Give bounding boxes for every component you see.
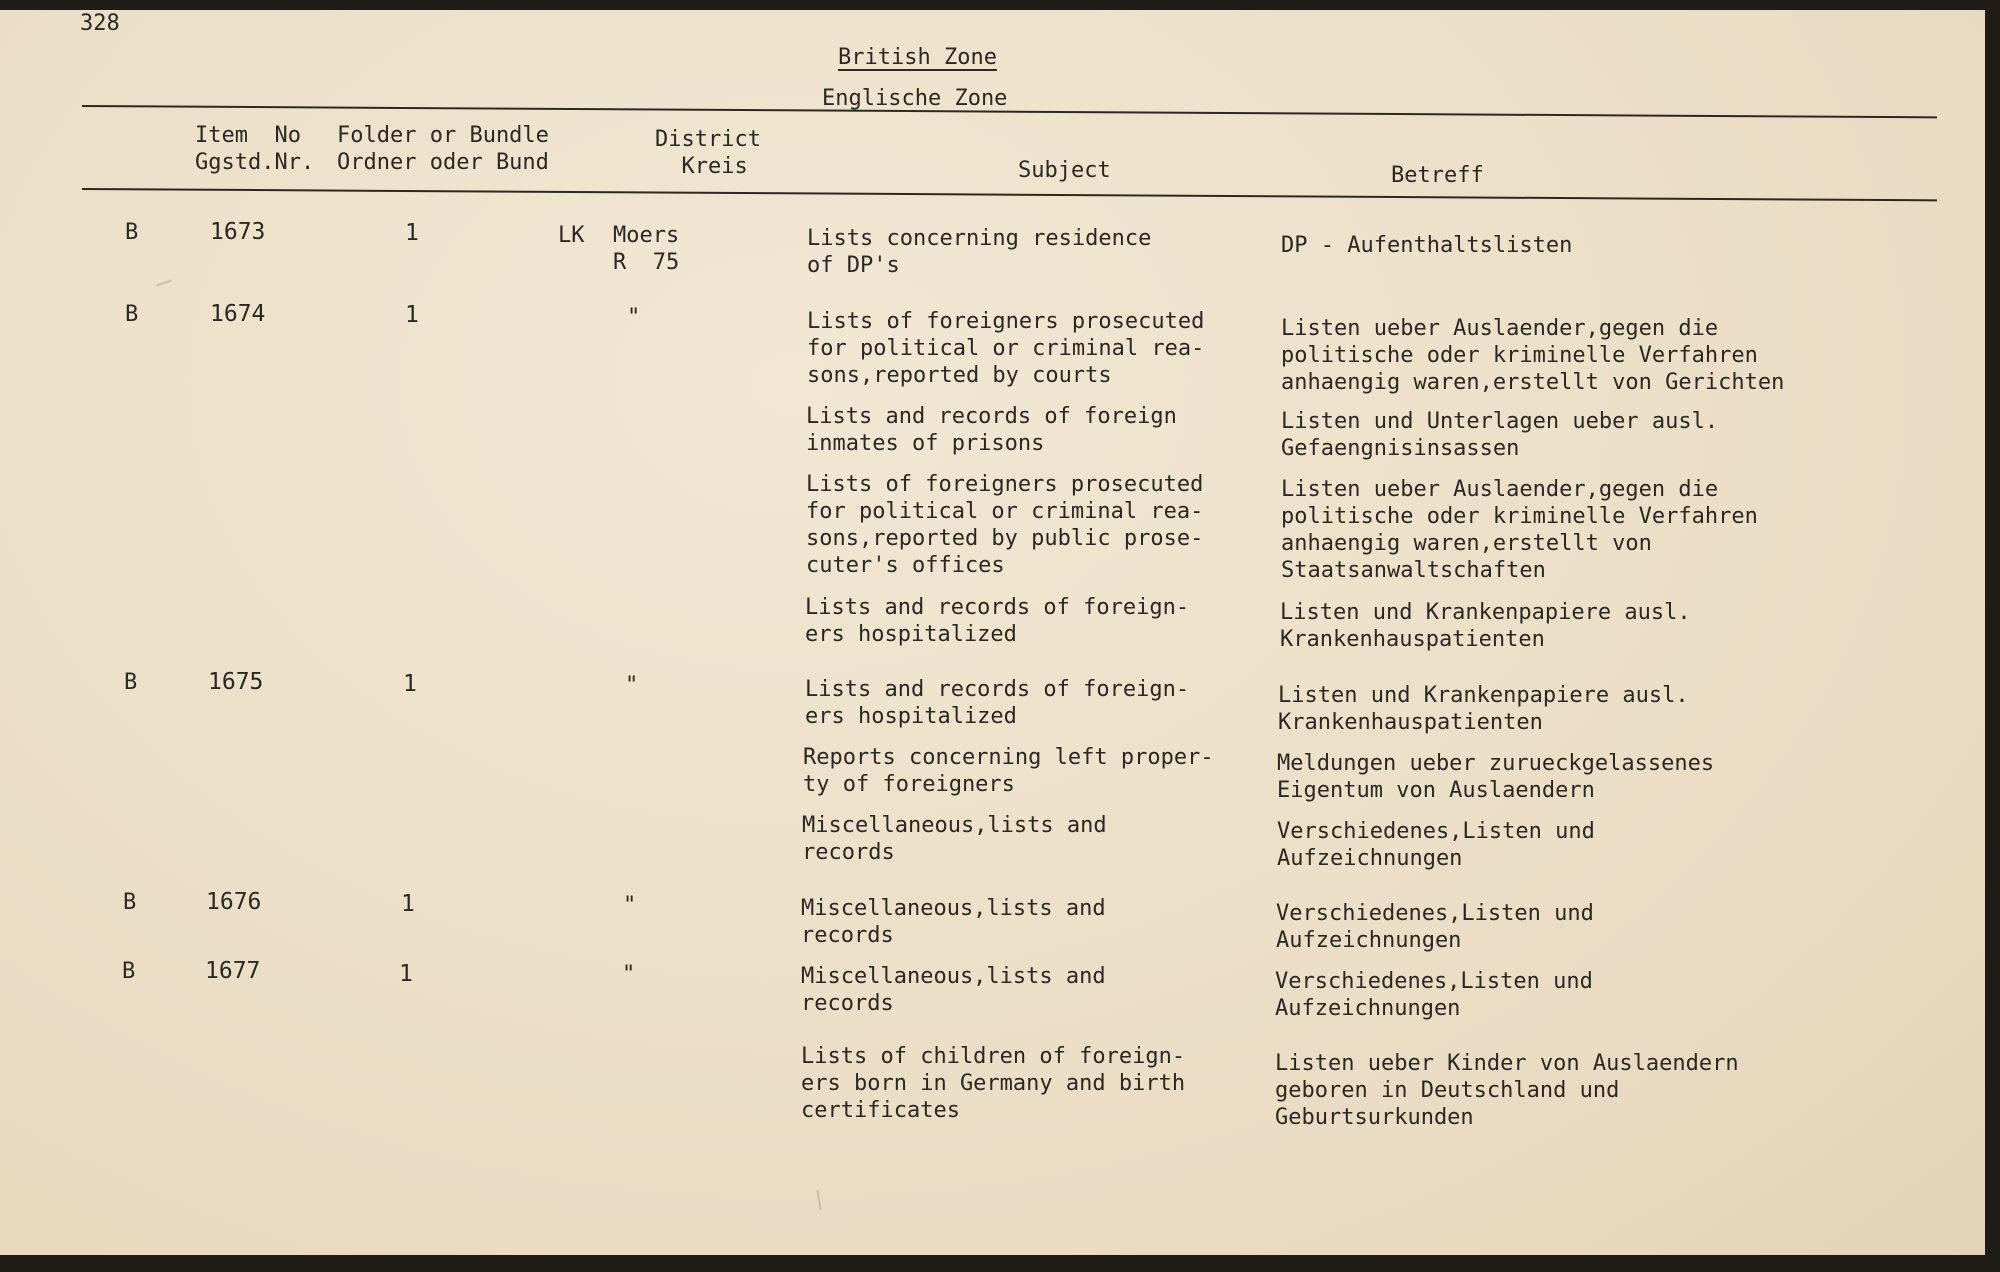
entry-subject: Lists and records of foreign- ers hospitalized xyxy=(805,677,1190,729)
entry-subject: Lists of foreigners prosecuted for political or criminal rea- sons,reported by courts xyxy=(807,309,1205,388)
entry-subject: Reports concerning left proper- ty of foreigners xyxy=(803,745,1214,797)
row-folder: 1 xyxy=(401,891,415,917)
zone-title: British Zone xyxy=(838,45,997,70)
row-district-ditto: " xyxy=(623,893,637,918)
row-letter: B xyxy=(123,890,137,915)
entry-betreff: Listen und Krankenpapiere ausl. Krankenhauspatienten xyxy=(1278,683,1689,735)
row-letter: B xyxy=(125,220,139,245)
entry-subject: Lists and records of foreign inmates of prisons xyxy=(806,404,1177,456)
header-top-rule xyxy=(82,105,1937,118)
row-folder: 1 xyxy=(405,220,419,246)
entry-subject: Lists concerning residence of DP's xyxy=(807,226,1152,278)
page-number: 328 xyxy=(80,11,120,36)
row-item-no: 1677 xyxy=(205,958,261,984)
entry-betreff: Verschiedenes,Listen und Aufzeichnungen xyxy=(1277,819,1595,871)
entry-betreff: Listen ueber Kinder von Auslaendern geboren in Deutschland und Geburtsurkunden xyxy=(1275,1051,1739,1130)
row-letter: B xyxy=(125,302,139,327)
row-district: Moers R 75 xyxy=(613,223,680,275)
row-item-no: 1676 xyxy=(206,889,262,915)
document-page xyxy=(0,10,1985,1255)
row-district-ditto: " xyxy=(627,305,641,330)
entry-subject: Miscellaneous,lists and records xyxy=(801,964,1106,1016)
row-item-no: 1673 xyxy=(210,219,266,245)
entry-betreff: Listen ueber Auslaender,gegen die politische oder kriminelle Verfahren anhaengig waren,erstellt von Gerichten xyxy=(1281,316,1785,395)
zone-subtitle: Englische Zone xyxy=(822,86,1008,111)
entry-betreff: Verschiedenes,Listen und Aufzeichnungen xyxy=(1276,901,1594,953)
entry-subject: Miscellaneous,lists and records xyxy=(801,896,1106,948)
header-district: District Kreis xyxy=(655,127,761,179)
row-item-no: 1675 xyxy=(208,669,264,695)
header-bottom-rule xyxy=(82,188,1937,201)
entry-betreff: Verschiedenes,Listen und Aufzeichnungen xyxy=(1275,969,1593,1021)
row-item-no: 1674 xyxy=(210,301,266,327)
row-folder: 1 xyxy=(399,961,413,987)
entry-betreff: Listen ueber Auslaender,gegen die politische oder kriminelle Verfahren anhaengig waren,erstellt von Staatsanwaltschaften xyxy=(1281,477,1758,583)
header-betreff: Betreff xyxy=(1391,163,1484,188)
row-folder: 1 xyxy=(405,302,419,328)
entry-subject: Miscellaneous,lists and records xyxy=(802,813,1107,865)
row-district-ditto: " xyxy=(622,962,636,987)
entry-subject: Lists of children of foreign- ers born in Germany and birth certificates xyxy=(801,1044,1186,1123)
row-district-ditto: " xyxy=(625,673,639,698)
entry-subject: Lists and records of foreign- ers hospitalized xyxy=(805,595,1190,647)
entry-betreff: Listen und Krankenpapiere ausl. Krankenhauspatienten xyxy=(1280,600,1691,652)
entry-betreff: Meldungen ueber zurueckgelassenes Eigentum von Auslaendern xyxy=(1277,751,1715,803)
entry-betreff: DP - Aufenthaltslisten xyxy=(1281,233,1573,258)
entry-betreff: Listen und Unterlagen ueber ausl. Gefaengnisinsassen xyxy=(1281,409,1719,461)
row-letter: B xyxy=(122,959,136,984)
row-letter: B xyxy=(124,670,138,695)
entry-subject: Lists of foreigners prosecuted for political or criminal rea- sons,reported by public prose- cuter's offices xyxy=(806,472,1204,578)
row-district-prefix: LK xyxy=(558,223,585,248)
header-folder: Folder or Bundle Ordner oder Bund xyxy=(337,123,549,175)
header-subject: Subject xyxy=(1018,158,1111,183)
header-item-no: Item No Ggstd.Nr. xyxy=(195,123,315,175)
paper-mark xyxy=(816,1190,821,1210)
paper-mark xyxy=(156,279,172,286)
row-folder: 1 xyxy=(403,671,417,697)
